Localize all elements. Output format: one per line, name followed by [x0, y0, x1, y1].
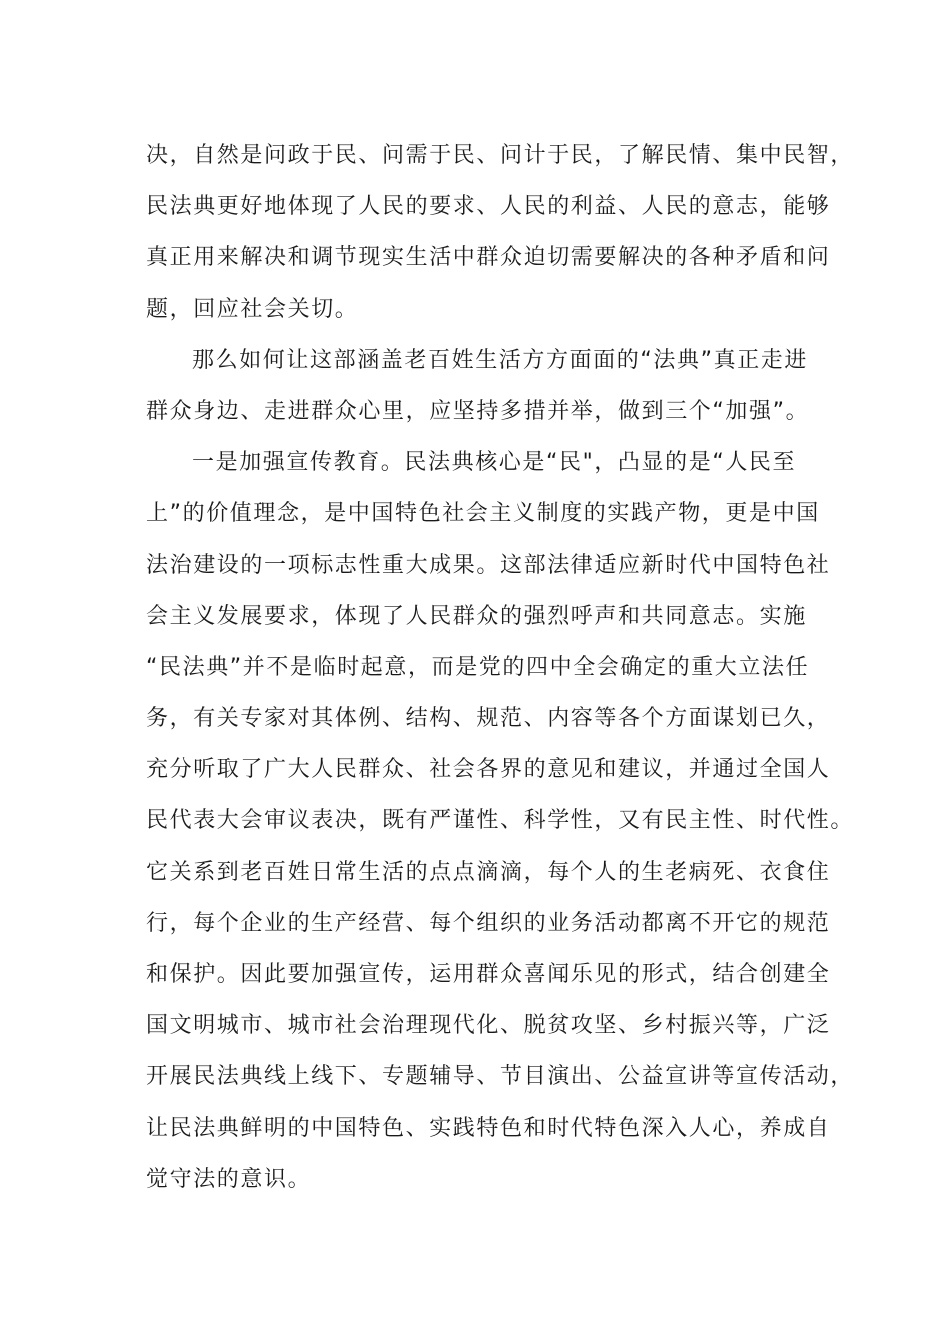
text-line: 行，每个企业的生产经营、每个组织的业务活动都离不开它的规范 [146, 910, 831, 936]
text-line: 充分听取了广大人民群众、社会各界的意见和建议，并通过全国人 [146, 757, 831, 783]
text-line: 真正用来解决和调节现实生活中群众迫切需要解决的各种矛盾和问 [146, 245, 831, 271]
text-line: 群众身边、走进群众心里，应坚持多措并举，做到三个“加强”。 [146, 398, 810, 424]
text-line: 让民法典鲜明的中国特色、实践特色和时代特色深入人心，养成自 [146, 1115, 831, 1141]
text-line: 上”的价值理念，是中国特色社会主义制度的实践产物，更是中国 [146, 501, 820, 527]
text-line: 务，有关专家对其体例、结构、规范、内容等各个方面谋划已久， [146, 706, 831, 732]
document-body [146, 130, 855, 1205]
text-line: 觉守法的意识。 [146, 1166, 312, 1192]
text-line: 开展民法典线上线下、专题辅导、节目演出、公益宣讲等宣传活动， [146, 1064, 855, 1090]
text-line: 和保护。因此要加强宣传，运用群众喜闻乐见的形式，结合创建全 [146, 962, 831, 987]
text-line: “民法典”并不是临时起意，而是党的四中全会确定的重大立法任 [146, 654, 810, 680]
text-line: 民代表大会审议表决，既有严谨性、科学性，又有民主性、时代性。 [146, 808, 855, 834]
paragraph-first-line: 一是加强宣传教育。民法典核心是“民"，凸显的是“人民至 [192, 450, 797, 476]
text-line: 民法典更好地体现了人民的要求、人民的利益、人民的意志，能够 [146, 194, 831, 220]
text-line: 会主义发展要求，体现了人民群众的强烈呼声和共同意志。实施 [146, 603, 807, 629]
paragraph-first-line: 那么如何让这部涵盖老百姓生活方方面面的“法典”真正走进 [192, 347, 808, 373]
text-line: 它关系到老百姓日常生活的点点滴滴，每个人的生老病死、衣食住 [146, 859, 831, 885]
text-line: 决，自然是问政于民、问需于民、问计于民，了解民情、集中民智， [146, 143, 855, 168]
text-line: 法治建设的一项标志性重大成果。这部法律适应新时代中国特色社 [146, 552, 831, 578]
text-line: 国文明城市、城市社会治理现代化、脱贫攻坚、乡村振兴等，广泛 [146, 1013, 831, 1039]
text-line: 题，回应社会关切。 [146, 296, 359, 322]
